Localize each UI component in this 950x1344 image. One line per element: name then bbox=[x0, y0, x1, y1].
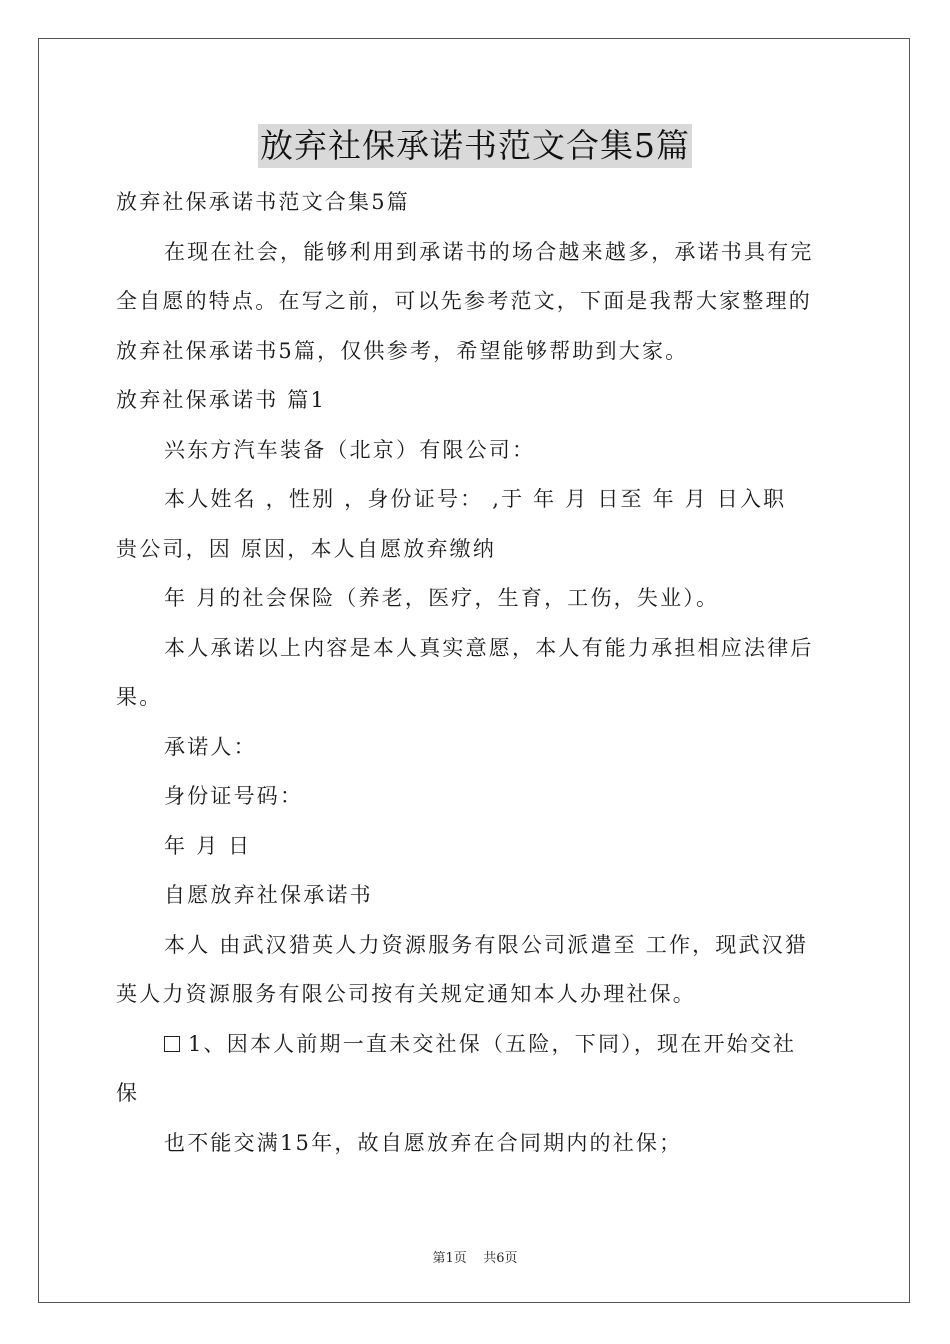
paragraph-intro-line1: 在现在社会，能够利用到承诺书的场合越来越多，承诺书具有完 bbox=[164, 239, 814, 264]
paragraph-signer: 承诺人： bbox=[164, 734, 257, 759]
paragraph-dispatch-line1: 本人 由武汉猎英人力资源服务有限公司派遣至 工作，现武汉猎 bbox=[164, 932, 809, 957]
paragraph-intro-line2: 全自愿的特点。在写之前，可以先参考范文，下面是我帮大家整理的 bbox=[116, 289, 812, 313]
paragraph-insurance: 年 月的社会保险（养老，医疗，生育，工伤，失业）。 bbox=[164, 586, 720, 610]
checkbox-option-1[interactable] bbox=[164, 1036, 180, 1052]
document-title: 放弃社保承诺书范文合集5篇 bbox=[258, 124, 692, 168]
paragraph-option-1-line3: 也不能交满15年，故自愿放弃在合同期内的社保； bbox=[164, 1130, 683, 1155]
paragraph-option-1-line2: 保 bbox=[116, 1081, 140, 1105]
section-heading-2: 自愿放弃社保承诺书 bbox=[164, 883, 373, 907]
section-heading-1: 放弃社保承诺书 篇1 bbox=[116, 388, 327, 412]
paragraph-personal-info-line2: 贵公司，因 原因，本人自愿放弃缴纳 bbox=[116, 536, 497, 561]
paragraph-id-number: 身份证号码： bbox=[164, 784, 304, 808]
paragraph-dispatch-line2: 英人力资源服务有限公司按有关规定通知本人办理社保。 bbox=[116, 982, 696, 1006]
paragraph-date: 年 月 日 bbox=[164, 833, 252, 858]
title-container bbox=[0, 124, 950, 168]
paragraph-intro-line3: 放弃社保承诺书5篇，仅供参考，希望能够帮助到大家。 bbox=[116, 338, 689, 363]
document-body bbox=[116, 178, 836, 1168]
paragraph-commitment-line2: 果。 bbox=[116, 685, 163, 709]
option-1-text: 1、因本人前期一直未交社保（五险，下同），现在开始交社 bbox=[188, 1031, 797, 1056]
paragraph-personal-info-line1: 本人姓名 ，性别 ，身份证号： ,于 年 月 日至 年 月 日入职 bbox=[164, 487, 787, 511]
page-indicator: 第1页 共6页 bbox=[432, 1251, 518, 1266]
paragraph-option-1-line1 bbox=[116, 1020, 836, 1070]
paragraph-addressee: 兴东方汽车装备（北京）有限公司： bbox=[164, 437, 536, 462]
page-footer bbox=[0, 1247, 950, 1266]
paragraph-subtitle: 放弃社保承诺书范文合集5篇 bbox=[116, 190, 410, 214]
paragraph-commitment-line1: 本人承诺以上内容是本人真实意愿，本人有能力承担相应法律后 bbox=[164, 635, 814, 660]
